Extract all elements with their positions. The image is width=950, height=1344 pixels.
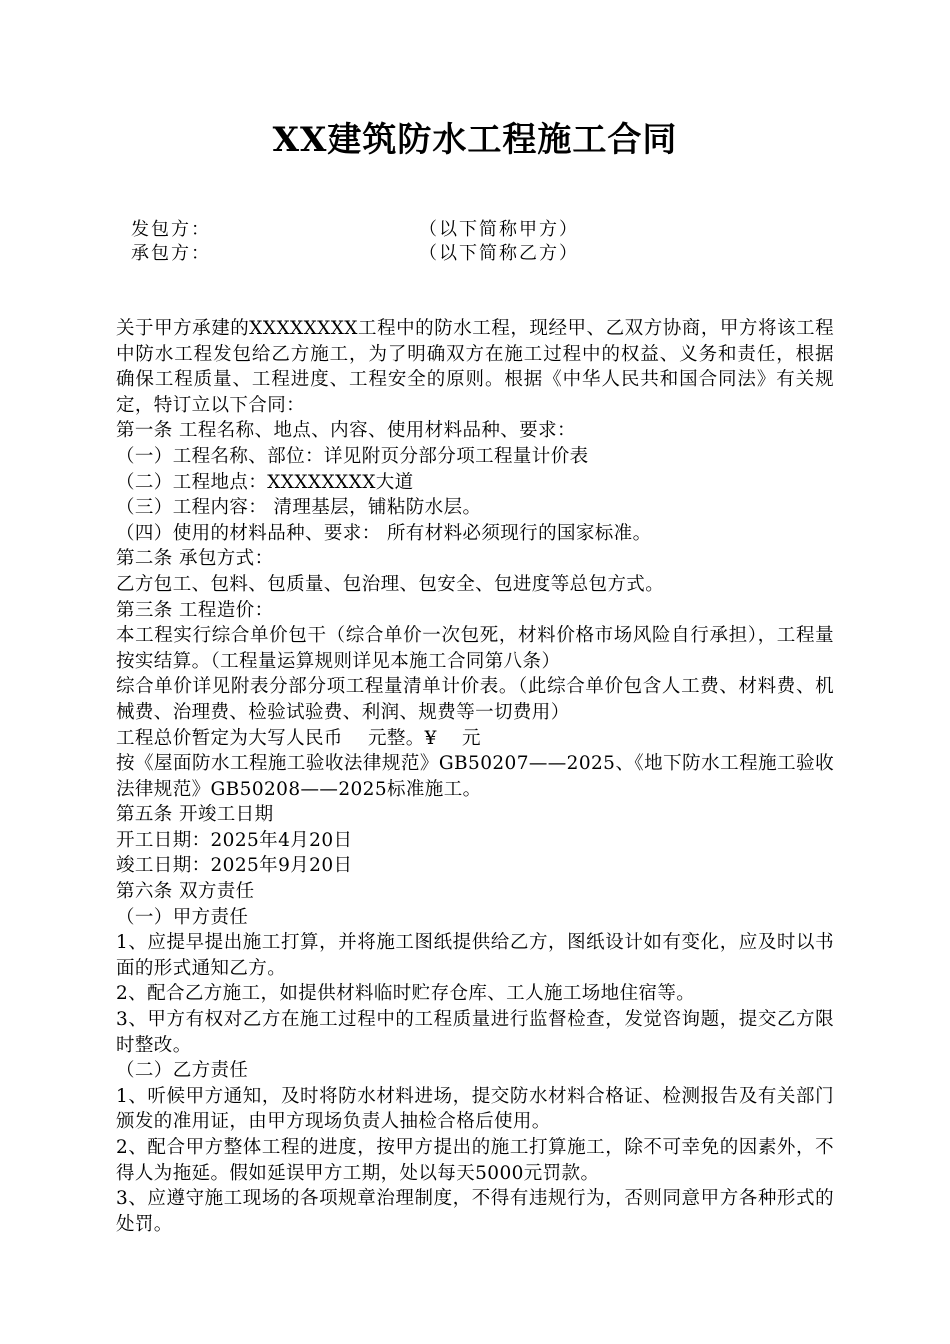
paragraph-preamble: 关于甲方承建的XXXXXXXX工程中的防水工程，现经甲、乙双方协商，甲方将该工程中防水工程发包给乙方施工，为了明确双方在施工过程中的权益、义务和责任，根据确保工程质量、工程进度、工程安全的原则。根据《中华人民共和国合同法》有关规定，特订立以下合同：: [116, 318, 834, 416]
paragraph-article-1: 第一条 工程名称、地点、内容、使用材料品种、要求：: [116, 420, 576, 442]
paragraph: （二）乙方责任: [116, 1060, 249, 1082]
paragraph-article-2: 第二条 承包方式：: [116, 548, 274, 570]
paragraph: （四）使用的材料品种、要求： 所有材料必须现行的国家标准。: [116, 522, 652, 544]
paragraph-article-5: 第五条 开竣工日期: [116, 804, 274, 826]
paragraph: 工程总价暂定为大写人民币 元整。¥ 元: [116, 727, 481, 749]
party-row-employer: [131, 218, 831, 242]
paragraph-article-6: 第六条 双方责任: [116, 881, 255, 903]
paragraph: 综合单价详见附表分部分项工程量清单计价表。（此综合单价包含人工费、材料费、机械费、治理费、检验试验费、利润、规费等一切费用）: [116, 676, 834, 723]
paragraph: 2、配合乙方施工，如提供材料临时贮存仓库、工人施工场地住宿等。: [116, 983, 696, 1005]
paragraph: （三）工程内容： 清理基层，铺粘防水层。: [116, 497, 482, 519]
paragraph: （一）工程名称、部位：详见附页分部分项工程量计价表: [116, 445, 589, 467]
paragraph-article-3: 第三条 工程造价：: [116, 599, 274, 621]
paragraph: 3、应遵守施工现场的各项规章治理制度，不得有违规行为，否则同意甲方各种形式的处罚。: [116, 1188, 834, 1235]
paragraph: （一）甲方责任: [116, 906, 249, 928]
contract-body: [116, 316, 834, 1237]
paragraph: 本工程实行综合单价包干（综合单价一次包死，材料价格市场风险自行承担），工程量按实结算。（工程量运算规则详见本施工合同第八条）: [116, 625, 834, 672]
document-title: XX建筑防水工程施工合同: [272, 120, 678, 160]
party-label: 承包方：: [131, 243, 211, 264]
paragraph: 竣工日期：2025年9月20日: [116, 855, 353, 877]
paragraph: 2、配合甲方整体工程的进度，按甲方提出的施工打算施工，除不可幸免的因素外，不得人为拖延。假如延误甲方工期，处以每天5000元罚款。: [116, 1137, 834, 1184]
party-note: （以下简称甲方）: [419, 219, 579, 240]
paragraph: （二）工程地点：XXXXXXXX大道: [116, 471, 414, 493]
party-note: （以下简称乙方）: [419, 243, 579, 264]
paragraph: 按《屋面防水工程施工验收法律规范》GB50207——2025、《地下防水工程施工验收法律规范》GB50208——2025标准施工。: [116, 753, 834, 800]
party-label: 发包方：: [131, 219, 211, 240]
paragraph: 开工日期：2025年4月20日: [116, 829, 353, 851]
paragraph: 1、应提早提出施工打算，并将施工图纸提供给乙方，图纸设计如有变化，应及时以书面的形式通知乙方。: [116, 932, 834, 979]
paragraph: 3、甲方有权对乙方在施工过程中的工程质量进行监督检查，发觉咨询题，提交乙方限时整改。: [116, 1009, 834, 1056]
party-row-contractor: [131, 242, 831, 266]
paragraph: 乙方包工、包料、包质量、包治理、包安全、包进度等总包方式。: [116, 573, 665, 595]
paragraph: 1、听候甲方通知，及时将防水材料进场，提交防水材料合格证、检测报告及有关部门颁发的准用证，由甲方现场负责人抽检合格后使用。: [116, 1085, 834, 1133]
parties-block: [131, 218, 831, 266]
